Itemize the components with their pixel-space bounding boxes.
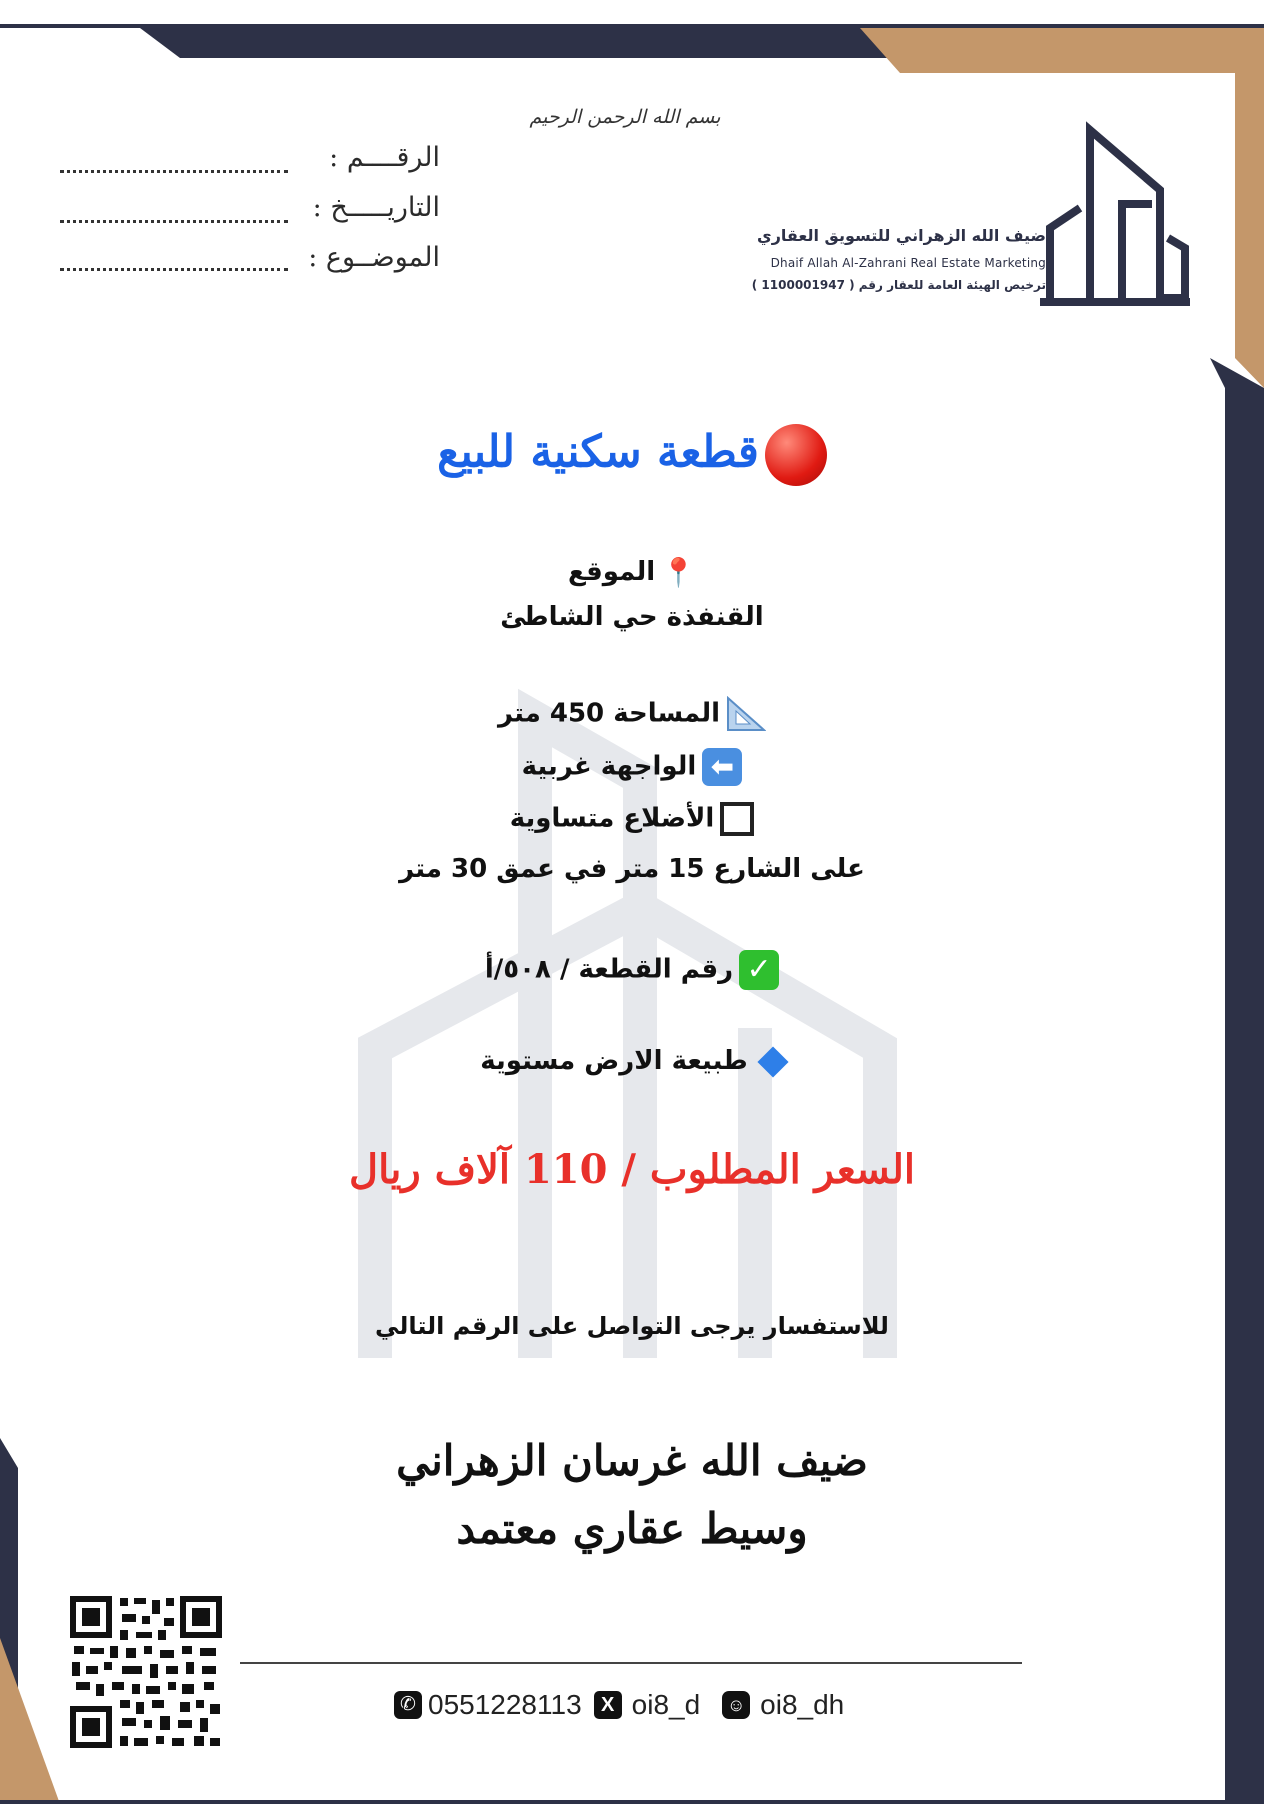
location-value: القنفذة حي الشاطئ — [500, 602, 764, 632]
facade-row — [0, 748, 1264, 786]
snapchat-icon: ☺ — [722, 1691, 750, 1719]
listing-title: قطعة سكنية للبيع — [437, 426, 759, 478]
street-text: على الشارع 15 متر في عمق 30 متر — [399, 854, 865, 884]
phone-icon: ✆ — [394, 1691, 422, 1719]
field-date-label: التاريـــــخ : — [312, 192, 440, 223]
pin-icon: 📍 — [661, 556, 697, 589]
broker-title: وسيط عقاري معتمد — [456, 1504, 808, 1553]
land-type: طبيعة الارض مستوية — [480, 1046, 748, 1076]
broker-name: ضيف الله غرسان الزهراني — [396, 1436, 868, 1485]
basmala: بسم الله الرحمن الرحيم — [529, 106, 721, 128]
area-text: المساحة 450 متر — [497, 698, 721, 729]
location-label-row — [0, 556, 1264, 589]
qr-code[interactable] — [70, 1596, 222, 1748]
plot-number: رقم القطعة / ٥٠٨/أ — [484, 954, 734, 985]
snapchat-handle[interactable]: oi8_dh — [760, 1689, 845, 1720]
listing-title-row — [0, 424, 1264, 486]
triangle-ruler-icon — [726, 696, 766, 732]
field-subject-line — [60, 268, 288, 271]
footer-divider — [240, 1662, 1022, 1664]
price: السعر المطلوب / 110 آلاف ريال — [349, 1146, 915, 1193]
field-subject-label: الموضــوع : — [308, 242, 440, 273]
x-icon: X — [594, 1691, 622, 1719]
sides-row — [0, 802, 1264, 836]
field-number-line — [60, 170, 288, 173]
phone-number[interactable]: 0551228113 — [428, 1689, 582, 1720]
company-logo-building — [1040, 108, 1190, 313]
square-icon — [720, 802, 754, 836]
company-license: ترخيص الهيئة العامة للعقار رقم ( 1100001947 ) — [751, 278, 1046, 292]
footer-contacts — [394, 1688, 844, 1722]
field-number-label: الرقــــم : — [329, 142, 440, 173]
x-handle[interactable]: oi8_d — [631, 1689, 701, 1720]
company-name-ar: ضيف الله الزهراني للتسويق العقاري — [757, 226, 1046, 245]
location-label: الموقع — [567, 557, 656, 587]
blue-diamond-icon — [757, 1046, 788, 1077]
inquiry-text: للاستفسار يرجى التواصل على الرقم التالي — [375, 1312, 889, 1340]
check-icon: ✓ — [739, 950, 779, 990]
facade-text: الواجهة غربية — [521, 751, 697, 782]
sides-text: الأضلاع متساوية — [509, 803, 715, 834]
plot-row — [0, 950, 1264, 990]
land-row — [0, 1046, 1264, 1076]
field-date-line — [60, 220, 288, 223]
company-name-en: Dhaif Allah Al-Zahrani Real Estate Marketing — [770, 256, 1046, 270]
red-circle-icon — [765, 424, 827, 486]
left-arrow-icon: ⬅ — [702, 748, 742, 786]
document-page — [0, 24, 1264, 1804]
area-row — [0, 696, 1264, 732]
